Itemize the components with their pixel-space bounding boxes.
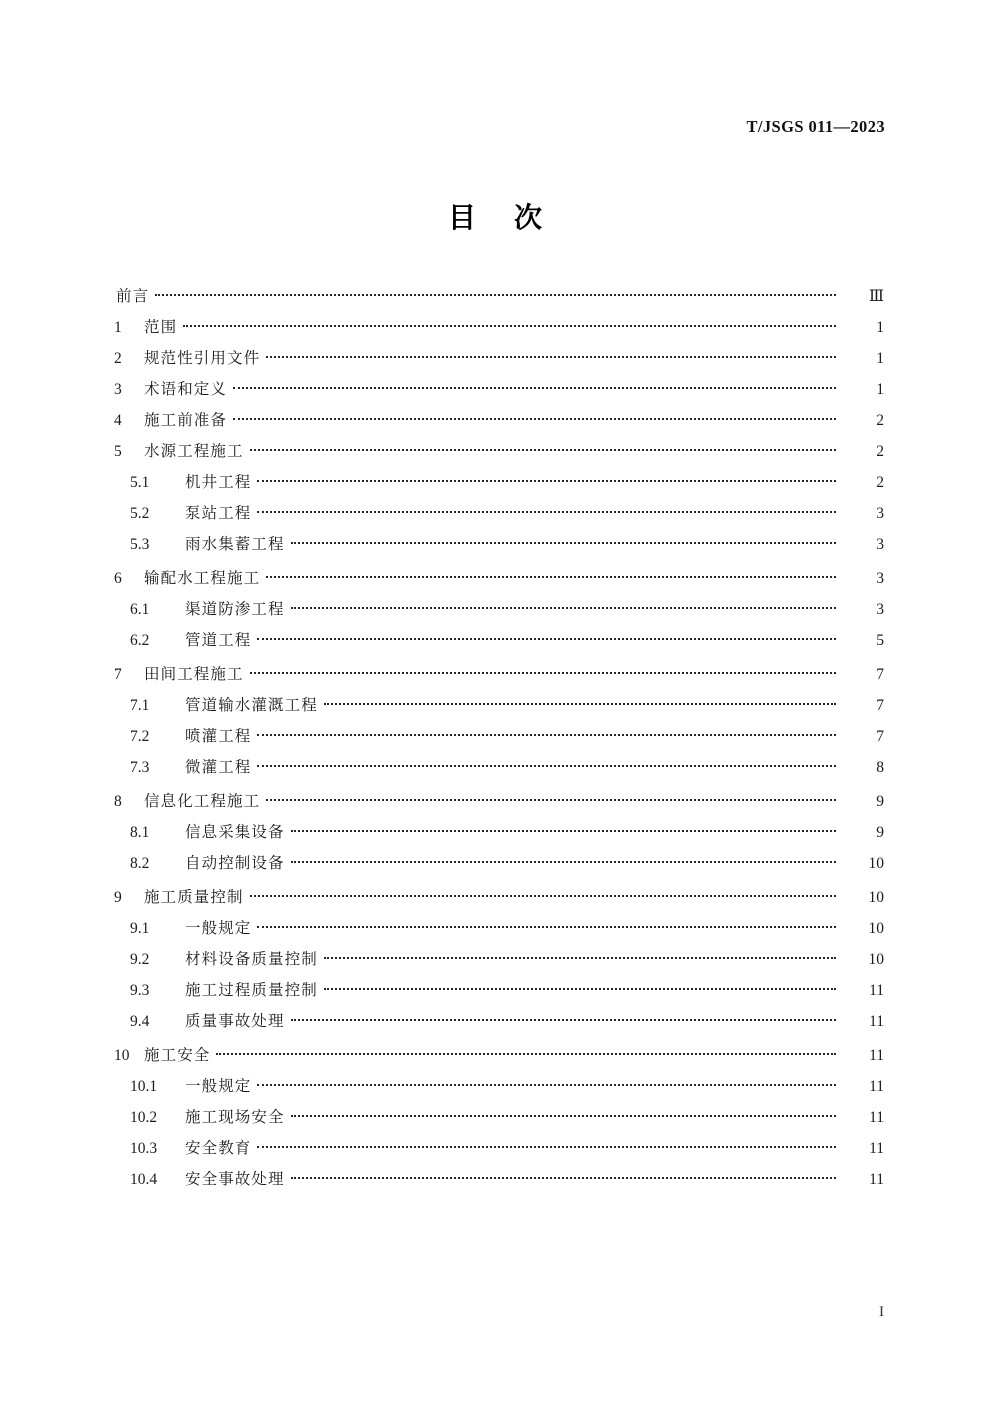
toc-dot-leader <box>183 317 836 333</box>
toc-entry-title: 雨水集蓄工程 <box>185 535 285 553</box>
toc-entry[interactable] <box>114 1105 884 1136</box>
toc-entry-number: 8.1 <box>130 824 150 841</box>
toc-entry-number: 3 <box>114 381 122 398</box>
toc-entry-title: 材料设备质量控制 <box>185 950 318 968</box>
page-title <box>0 196 992 236</box>
toc-dot-leader <box>257 503 836 519</box>
toc-entry-number: 5.3 <box>130 536 150 553</box>
toc-entry[interactable] <box>114 885 884 916</box>
toc-dot-leader <box>324 980 836 996</box>
table-of-contents <box>114 284 884 1198</box>
toc-entry-title: 施工质量控制 <box>144 888 244 906</box>
toc-entry-number: 8 <box>114 793 122 810</box>
toc-entry-page-number: 3 <box>876 570 884 587</box>
toc-entry-page-number: 11 <box>869 1109 884 1126</box>
toc-dot-leader <box>291 1011 836 1027</box>
toc-entry-title: 喷灌工程 <box>185 727 252 745</box>
toc-entry-page-number: 11 <box>869 1171 884 1188</box>
toc-entry-number: 4 <box>114 412 122 429</box>
toc-entry-page-number: 8 <box>876 759 884 776</box>
toc-entry[interactable] <box>114 1136 884 1167</box>
toc-entry-title: 施工安全 <box>144 1046 211 1064</box>
toc-dot-leader <box>291 822 836 838</box>
toc-entry-number: 7.1 <box>130 697 150 714</box>
toc-entry-title: 一般规定 <box>185 1077 252 1095</box>
toc-entry-number: 10.1 <box>130 1078 158 1095</box>
toc-entry-page-number: 7 <box>876 697 884 714</box>
toc-entry-number: 9 <box>114 889 122 906</box>
toc-dot-leader <box>266 791 836 807</box>
toc-entry-number: 9.1 <box>130 920 150 937</box>
toc-entry-title: 施工现场安全 <box>185 1108 285 1126</box>
toc-entry-number: 9.2 <box>130 951 150 968</box>
toc-entry-title: 施工前准备 <box>144 411 228 429</box>
toc-entry-number: 2 <box>114 350 122 367</box>
toc-entry[interactable] <box>114 532 884 563</box>
toc-entry-title: 规范性引用文件 <box>144 349 261 367</box>
toc-entry-number: 7 <box>114 666 122 683</box>
toc-dot-leader <box>324 695 836 711</box>
toc-entry[interactable] <box>114 377 884 408</box>
toc-entry-page-number: 11 <box>869 1013 884 1030</box>
toc-entry-page-number: 11 <box>869 1047 884 1064</box>
toc-entry-page-number: 5 <box>876 632 884 649</box>
page-folio: I <box>879 1304 884 1320</box>
toc-entry-page-number: 11 <box>869 1078 884 1095</box>
toc-dot-leader <box>291 534 836 550</box>
toc-entry-number: 10.3 <box>130 1140 158 1157</box>
toc-entry[interactable] <box>114 789 884 820</box>
toc-dot-leader <box>291 1107 836 1123</box>
toc-entry[interactable] <box>114 851 884 882</box>
toc-entry-page-number: 3 <box>876 505 884 522</box>
toc-entry[interactable] <box>114 1074 884 1105</box>
toc-entry-page-number: 10 <box>868 920 884 937</box>
toc-dot-leader <box>266 568 836 584</box>
toc-entry-title: 渠道防渗工程 <box>185 600 285 618</box>
toc-entry-number: 6.2 <box>130 632 150 649</box>
toc-entry-page-number: 9 <box>876 793 884 810</box>
toc-entry-number: 9.4 <box>130 1013 150 1030</box>
toc-dot-leader <box>257 918 836 934</box>
toc-entry[interactable] <box>114 566 884 597</box>
toc-entry-title: 一般规定 <box>185 919 252 937</box>
toc-entry-number: 5.2 <box>130 505 150 522</box>
toc-entry-page-number: 2 <box>876 443 884 460</box>
toc-entry-page-number: 7 <box>876 728 884 745</box>
toc-entry-number: 6 <box>114 570 122 587</box>
toc-entry[interactable] <box>114 724 884 755</box>
toc-entry-page-number: 10 <box>868 855 884 872</box>
toc-dot-leader <box>257 1076 836 1092</box>
toc-entry-title: 管道输水灌溉工程 <box>185 696 318 714</box>
toc-dot-leader <box>250 441 836 457</box>
toc-entry-number: 9.3 <box>130 982 150 999</box>
toc-entry[interactable] <box>114 501 884 532</box>
toc-dot-leader <box>257 472 836 488</box>
toc-entry-title: 安全教育 <box>185 1139 252 1157</box>
toc-entry[interactable] <box>114 439 884 470</box>
toc-dot-leader <box>155 286 836 302</box>
toc-entry-number: 5.1 <box>130 474 150 491</box>
running-header-standard-number: T/JSGS 011—2023 <box>746 117 885 136</box>
toc-entry-title: 微灌工程 <box>185 758 252 776</box>
toc-entry-title: 水源工程施工 <box>144 442 244 460</box>
toc-entry-title: 安全事故处理 <box>185 1170 285 1188</box>
toc-entry-title: 田间工程施工 <box>144 665 244 683</box>
toc-dot-leader <box>257 726 836 742</box>
toc-entry[interactable] <box>114 693 884 724</box>
toc-entry-page-number: 9 <box>876 824 884 841</box>
toc-entry[interactable] <box>114 346 884 377</box>
toc-entry-page-number: 7 <box>876 666 884 683</box>
toc-entry-page-number: Ⅲ <box>869 288 884 305</box>
toc-dot-leader <box>233 410 836 426</box>
toc-entry-title: 输配水工程施工 <box>144 569 261 587</box>
toc-entry[interactable] <box>114 820 884 851</box>
toc-entry-page-number: 1 <box>876 350 884 367</box>
toc-entry-title: 机井工程 <box>185 473 252 491</box>
toc-entry[interactable] <box>114 470 884 501</box>
toc-entry-title: 管道工程 <box>185 631 252 649</box>
toc-dot-leader <box>250 664 836 680</box>
toc-entry[interactable] <box>114 1043 884 1074</box>
toc-entry-page-number: 11 <box>869 982 884 999</box>
toc-entry[interactable] <box>114 628 884 659</box>
toc-entry[interactable] <box>114 916 884 947</box>
toc-entry-page-number: 2 <box>876 474 884 491</box>
toc-entry-page-number: 1 <box>876 319 884 336</box>
toc-entry[interactable] <box>114 408 884 439</box>
toc-entry-title: 范围 <box>144 318 178 336</box>
toc-dot-leader <box>233 379 836 395</box>
toc-dot-leader <box>216 1045 836 1061</box>
toc-entry-title: 自动控制设备 <box>185 854 285 872</box>
toc-dot-leader <box>291 853 836 869</box>
page-title-char-mu: 目 <box>447 201 478 234</box>
toc-dot-leader <box>257 630 836 646</box>
toc-entry[interactable] <box>114 1009 884 1040</box>
toc-dot-leader <box>257 1138 836 1154</box>
toc-entry[interactable] <box>114 1167 884 1198</box>
toc-entry-title: 泵站工程 <box>185 504 252 522</box>
toc-entry[interactable] <box>114 662 884 693</box>
toc-entry[interactable] <box>114 597 884 628</box>
toc-entry-title: 施工过程质量控制 <box>185 981 318 999</box>
toc-entry-number: 10.4 <box>130 1171 158 1188</box>
toc-dot-leader <box>250 887 836 903</box>
toc-entry-title: 信息化工程施工 <box>144 792 261 810</box>
toc-entry-number: 5 <box>114 443 122 460</box>
toc-entry[interactable] <box>114 315 884 346</box>
toc-entry-number: 10.2 <box>130 1109 158 1126</box>
toc-dot-leader <box>291 1169 836 1185</box>
toc-dot-leader <box>324 949 836 965</box>
toc-entry-page-number: 11 <box>869 1140 884 1157</box>
toc-entry-title: 信息采集设备 <box>185 823 285 841</box>
toc-entry[interactable] <box>114 978 884 1009</box>
toc-entry-title: 前言 <box>116 287 150 305</box>
toc-entry-number: 7.2 <box>130 728 150 745</box>
toc-dot-leader <box>257 757 836 773</box>
toc-entry-page-number: 3 <box>876 601 884 618</box>
toc-entry-number: 6.1 <box>130 601 150 618</box>
toc-entry[interactable] <box>114 947 884 978</box>
toc-entry-title: 质量事故处理 <box>185 1012 285 1030</box>
toc-entry-number: 1 <box>114 319 122 336</box>
toc-dot-leader <box>291 599 836 615</box>
toc-entry-number: 7.3 <box>130 759 150 776</box>
page-title-char-ci: 次 <box>514 201 545 234</box>
toc-entry-number: 10 <box>114 1047 130 1064</box>
toc-dot-leader <box>266 348 836 364</box>
toc-entry-title: 术语和定义 <box>144 380 228 398</box>
toc-entry[interactable] <box>114 284 884 315</box>
toc-entry-page-number: 1 <box>876 381 884 398</box>
toc-entry-number: 8.2 <box>130 855 150 872</box>
toc-entry-page-number: 2 <box>876 412 884 429</box>
toc-entry-page-number: 10 <box>868 951 884 968</box>
toc-entry-page-number: 3 <box>876 536 884 553</box>
toc-entry-page-number: 10 <box>868 889 884 906</box>
toc-entry[interactable] <box>114 755 884 786</box>
